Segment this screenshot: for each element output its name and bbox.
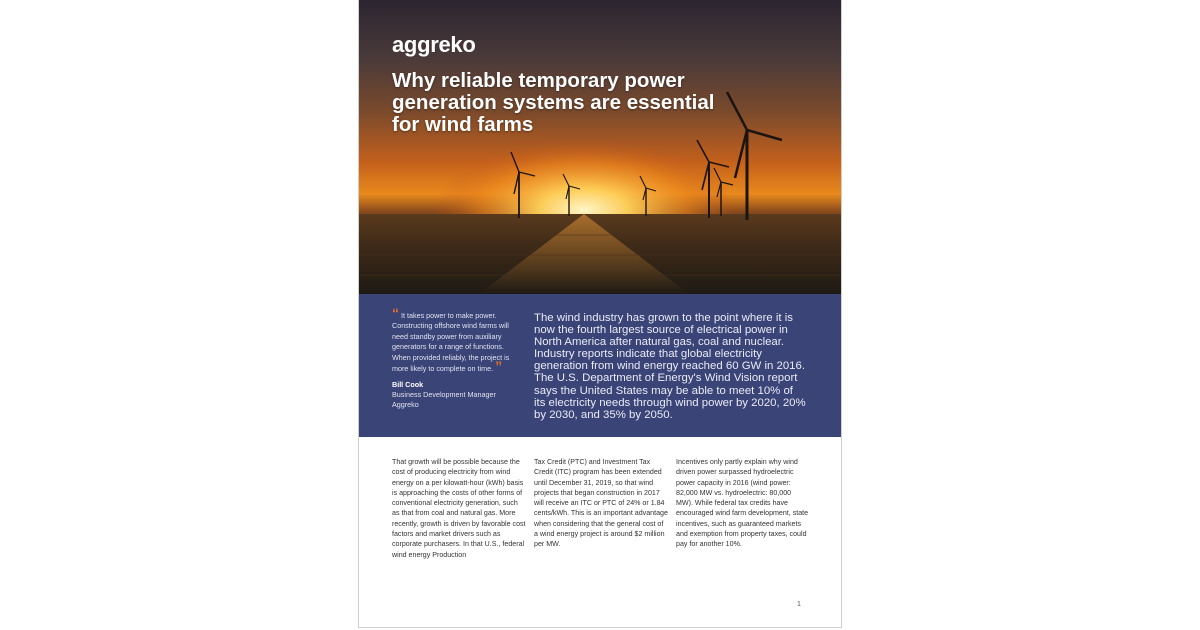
pull-quote: [392, 305, 516, 410]
body-column-1: That growth will be possible because the cost of producing electricity from wind energy on a per kilowatt-hour (kWh) basis is approaching the costs of other forms of conventional electricity generation, such as that from coal and natural gas. More recently, growth is driven by favorable cost factors and market drivers such as corporate purchasers. In that U.S., federal wind energy Production: [392, 458, 526, 559]
quote-author-company: Aggreko: [392, 400, 419, 410]
quote-text: It takes power to make power. Constructing offshore wind farms will need standby power from auxiliary generators for a range of functions. When provided reliably, the project is more likely to complete on time.: [392, 311, 510, 374]
intro-band: [359, 294, 842, 437]
intro-paragraph: The wind industry has grown to the point where it is now the fourth largest source of electrical power in North America after natural gas, coal and nuclear. Industry reports indicate that global electricity generation from wind energy reached 60 GW in 2016. The U.S. Department of Energy's Wind Vision report says the United States may be able to meet 10% of its electricity needs through wind power by 2020, 20% by 2030, and 35% by 2050.: [534, 312, 806, 421]
body-column-2: Tax Credit (PTC) and Investment Tax Credit (ITC) program has been extended until December 31, 2019, so that wind projects that began construction in 2017 will receive an ITC or PTC of 24% or 1.84 cents/kWh. This is an important advantage when considering that the general cost of a wind energy project is around $2 million per MW.: [534, 458, 668, 549]
quote-text-block: [392, 305, 516, 375]
document-page: [358, 0, 842, 628]
quote-author: Bill Cook: [392, 380, 424, 390]
document-title: Why reliable temporary power generation systems are essential for wind farms: [392, 69, 715, 136]
hero-image: [359, 0, 842, 294]
close-quote-icon: ”: [495, 358, 503, 375]
aggreko-logo: aggreko: [392, 32, 476, 57]
body-column-3: Incentives only partly explain why wind driven power surpassed hydroelectric power capacity in 2016 (wind power: 82,000 MW vs. hydroelectric: 80,000 MW). While federal tax credits have encouraged wind farm development, state incentives, such as guaranteed markets and exemption from property taxes, could pay for another 10%.: [676, 458, 809, 549]
quote-author-role: Business Development Manager: [392, 390, 496, 400]
page-number: 1: [797, 601, 801, 608]
open-quote-icon: “: [392, 305, 399, 321]
